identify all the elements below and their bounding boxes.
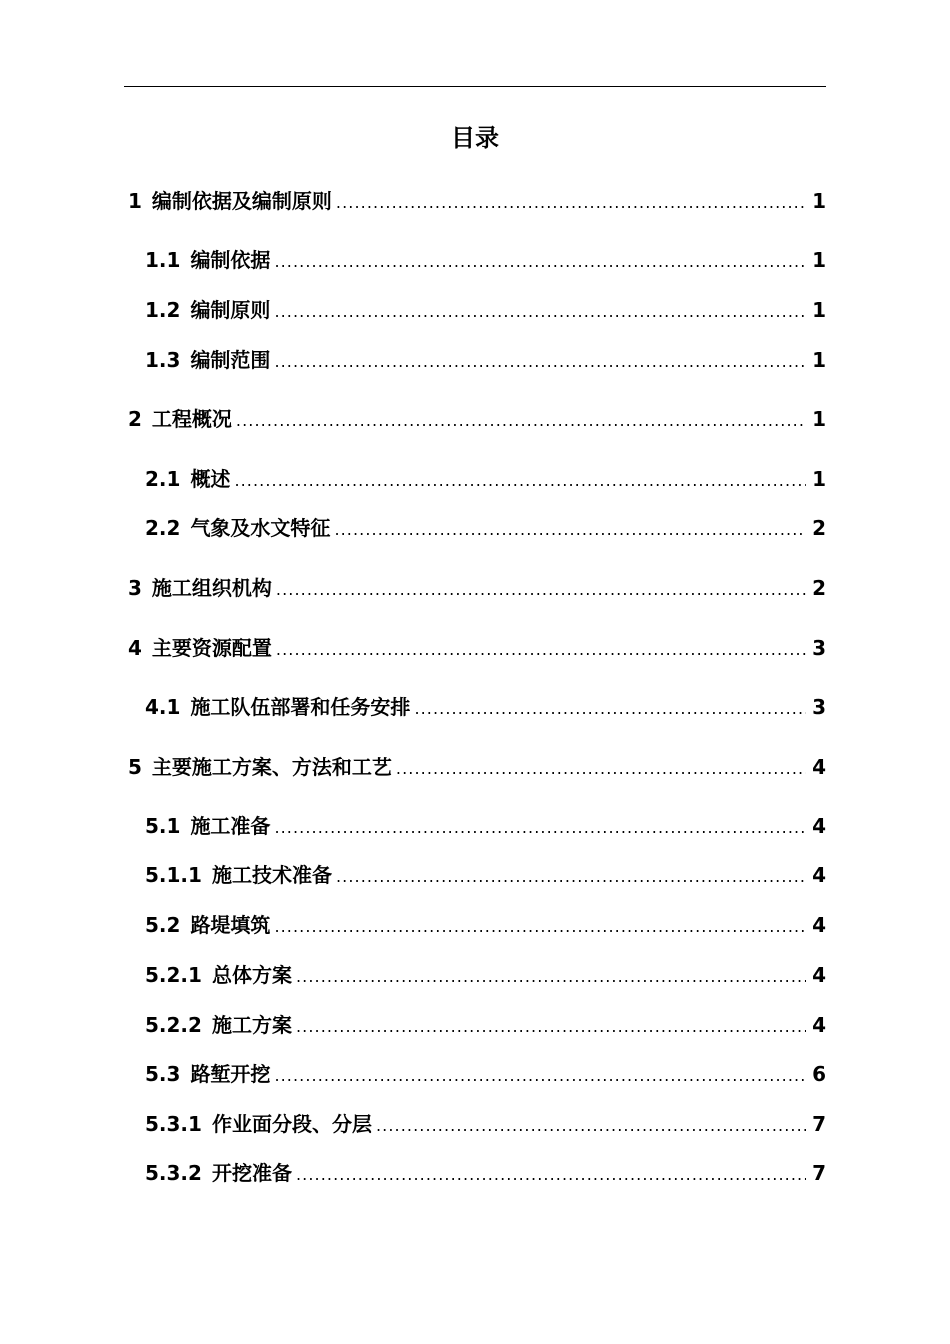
toc-entry-page: 4 (812, 913, 826, 937)
toc-entry-title: 路堑开挖 (190, 1062, 271, 1086)
toc-dot-leader (276, 634, 806, 666)
toc-dot-leader (234, 465, 806, 497)
toc-dot-leader (274, 246, 806, 278)
toc-entry[interactable] (145, 959, 826, 991)
toc-entry-page: 4 (812, 755, 826, 779)
toc-entry-number: 5 (128, 755, 142, 779)
toc-entry-page: 6 (812, 1062, 826, 1086)
toc-entry[interactable] (145, 909, 826, 941)
toc-dot-leader (274, 911, 806, 943)
toc-dot-leader (296, 1159, 806, 1191)
toc-entry-number: 1.2 (145, 298, 181, 322)
toc-entry-page: 1 (812, 348, 826, 372)
toc-entry-page: 4 (812, 863, 826, 887)
toc-entry[interactable] (145, 244, 826, 276)
toc-dot-leader (236, 405, 806, 437)
toc-entry-page: 3 (812, 636, 826, 660)
toc-dot-leader (376, 1110, 806, 1142)
toc-entry-title: 施工组织机构 (151, 576, 272, 600)
toc-dot-leader (274, 296, 806, 328)
toc-entry-number: 2.2 (145, 516, 181, 540)
toc-entry-number: 5.2.2 (145, 1013, 202, 1037)
toc-entry-page: 1 (812, 407, 826, 431)
toc-dot-leader (296, 1011, 806, 1043)
toc-entry[interactable] (145, 1058, 826, 1090)
toc-entry[interactable] (128, 185, 826, 217)
toc-entry-title: 编制原则 (190, 298, 271, 322)
toc-entry-title: 施工方案 (211, 1013, 292, 1037)
toc-entry-page: 1 (812, 248, 826, 272)
toc-entry-number: 5.2.1 (145, 963, 202, 987)
toc-entry-number: 4.1 (145, 695, 181, 719)
toc-entry[interactable] (145, 1108, 826, 1140)
toc-entry-page: 4 (812, 1013, 826, 1037)
toc-entry-page: 4 (812, 814, 826, 838)
toc-entry-number: 5.1.1 (145, 863, 202, 887)
toc-entry-number: 3 (128, 576, 142, 600)
toc-entry-page: 1 (812, 189, 826, 213)
toc-entry-page: 1 (812, 467, 826, 491)
toc-entry-page: 3 (812, 695, 826, 719)
toc-entry-title: 开挖准备 (211, 1161, 292, 1185)
toc-entry-page: 7 (812, 1161, 826, 1185)
toc-entry-title: 施工准备 (190, 814, 271, 838)
toc-entry[interactable] (145, 1009, 826, 1041)
toc-entry[interactable] (145, 344, 826, 376)
toc-entry-number: 5.2 (145, 913, 181, 937)
toc-entry-title: 编制依据及编制原则 (151, 189, 332, 213)
toc-entry-title: 主要施工方案、方法和工艺 (151, 755, 392, 779)
toc-entry-page: 7 (812, 1112, 826, 1136)
toc-entry[interactable] (128, 632, 826, 664)
page-title: 目录 (451, 124, 499, 152)
toc-entry-title: 工程概况 (151, 407, 232, 431)
toc-entry-title: 施工队伍部署和任务安排 (190, 695, 411, 719)
toc-entry[interactable] (145, 859, 826, 891)
toc-entry-title: 编制依据 (190, 248, 271, 272)
toc-entry[interactable] (128, 751, 826, 783)
toc-entry-title: 概述 (190, 467, 231, 491)
toc-entry-number: 5.3.2 (145, 1161, 202, 1185)
toc-entry-page: 4 (812, 963, 826, 987)
toc-entry[interactable] (145, 810, 826, 842)
toc-entry[interactable] (145, 512, 826, 544)
toc-dot-leader (336, 187, 806, 219)
toc-entry[interactable] (145, 463, 826, 495)
toc-entry-page: 2 (812, 516, 826, 540)
toc-dot-leader (296, 961, 806, 993)
toc-dot-leader (396, 753, 806, 785)
toc-dot-leader (276, 574, 806, 606)
toc-entry[interactable] (128, 403, 826, 435)
toc-entry-page: 2 (812, 576, 826, 600)
toc-entry[interactable] (128, 572, 826, 604)
toc-entry-number: 1.3 (145, 348, 181, 372)
toc-entry-title: 施工技术准备 (211, 863, 332, 887)
toc-entry-number: 5.1 (145, 814, 181, 838)
toc-entry-title: 路堤填筑 (190, 913, 271, 937)
toc-entry-title: 主要资源配置 (151, 636, 272, 660)
toc-dot-leader (274, 1060, 806, 1092)
toc-entry-number: 2.1 (145, 467, 181, 491)
toc-dot-leader (336, 861, 806, 893)
toc-entry-number: 1 (128, 189, 142, 213)
toc-entry[interactable] (145, 691, 826, 723)
toc-entry-number: 5.3 (145, 1062, 181, 1086)
toc-entry-title: 作业面分段、分层 (211, 1112, 372, 1136)
toc-dot-leader (274, 812, 806, 844)
toc-entry-number: 2 (128, 407, 142, 431)
toc-entry-page: 1 (812, 298, 826, 322)
toc-entry-title: 总体方案 (211, 963, 292, 987)
toc-dot-leader (274, 346, 806, 378)
toc-entry-number: 5.3.1 (145, 1112, 202, 1136)
toc-dot-leader (414, 693, 806, 725)
toc-dot-leader (334, 514, 806, 546)
toc-entry-number: 4 (128, 636, 142, 660)
toc-entry-number: 1.1 (145, 248, 181, 272)
toc-entry[interactable] (145, 294, 826, 326)
toc-entry[interactable] (145, 1157, 826, 1189)
toc-entry-title: 编制范围 (190, 348, 271, 372)
toc-entry-title: 气象及水文特征 (190, 516, 331, 540)
